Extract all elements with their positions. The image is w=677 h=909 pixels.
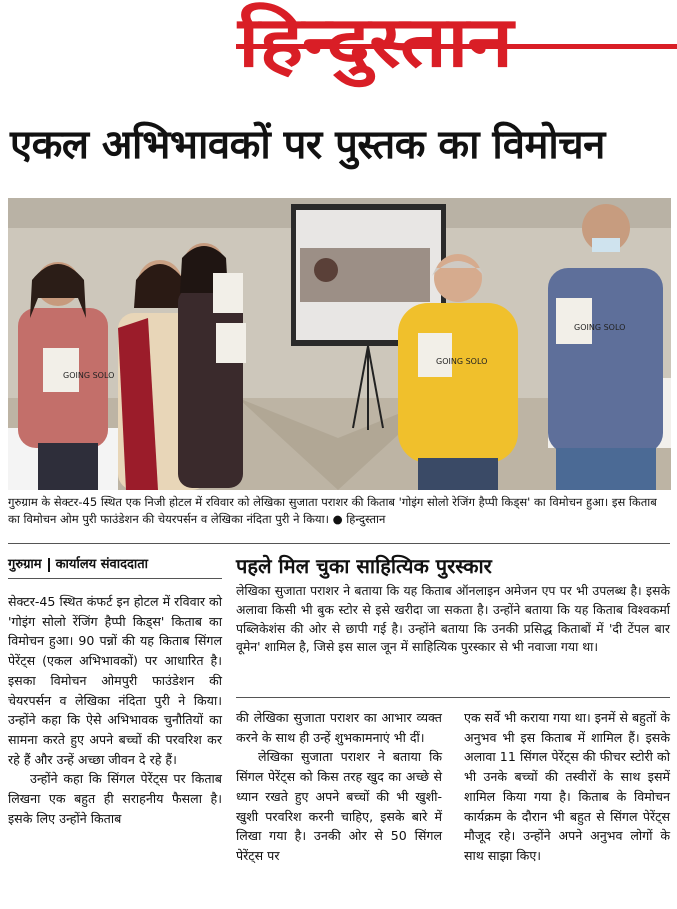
col2-para-1: की लेखिका सुजाता पराशर का आभार व्यक्त करने के साथ ही उन्हें शुभकामनाएं भी दीं। [236, 710, 442, 745]
article-column-3 [464, 708, 670, 866]
book-label-1: GOING SOLO [63, 371, 115, 380]
byline-desk: कार्यालय संवाददाता [55, 557, 149, 572]
headline: एकल अभिभावकों पर पुस्तक का विमोचन [10, 122, 605, 168]
subheading: पहले मिल चुका साहित्यिक पुरस्कार [236, 554, 492, 578]
photo-caption [8, 494, 670, 528]
divider [8, 543, 670, 544]
news-photo [8, 198, 671, 490]
article-column-2 [236, 708, 442, 866]
col1-para-1: सेक्टर-45 स्थित कंफर्ट इन होटल में रविवार को 'गोइंग सोलो रेंजिंग हैप्पी किड्स' किताब का विमोचन हुआ। 90 पन्नों की यह किताब सिंगल पेरेंट्स (एकल अभिभावकों) पर आधारित है। इसका विमोचन ओमपुरी फाउंडेशन की चेयरपर्सन व लेखिका नंदिता पुरी ने किया। उन्होंने कहा कि ऐसे अभिभावक चुनौतियों का सामना करते हुए अपने बच्चों की परवरिश कर रहे हैं और उन्हें अच्छा जीवन दे रहे हैं। [8, 594, 222, 767]
article-column-1 [8, 592, 222, 828]
caption-credit: ● हिन्दुस्तान [332, 512, 386, 526]
masthead [228, 0, 677, 100]
col3-para-1: एक सर्वे भी कराया गया था। इनमें से बहुतों के अनुभव भी इस किताब में शामिल हैं। इसके अलावा 11 सिंगल पेरेंट्स की फीचर स्टोरी को भी उनके बच्चों की तस्वीरों के साथ इसमें शामिल किया गया है। किताब के विमोचन कार्यक्रम के दौरान भी बहुत से सिंगल पेरेंट्स मौजूद रहे। उन्होंने अपने अनुभव लोगों के साथ साझा किए। [464, 710, 670, 863]
byline [8, 554, 148, 572]
divider [8, 578, 222, 579]
masthead-title: हिन्दुस्तान [238, 1, 513, 83]
col1-para-2: उन्होंने कहा कि सिंगल पेरेंट्स पर किताब लिखना एक बहुत ही सराहनीय फैसला है। इसके लिए उन्होंने किताब [8, 771, 222, 826]
divider [236, 697, 670, 698]
col2-para-2: लेखिका सुजाता पराशर ने बताया कि सिंगल पेरेंट्स को किस तरह खुद का अच्छे से ध्यान रखते हुए अपने बच्चों की भी खुशी-खुशी परवरिश करनी चाहिए, इसके बारे में लिखा गया है। उनकी ओर से 50 सिंगल पेरेंट्स पर [236, 749, 442, 863]
boxed-article [236, 582, 670, 657]
boxed-para: लेखिका सुजाता पराशर ने बताया कि यह किताब ऑनलाइन अमेजन एप पर भी उपलब्ध है। इसके अलावा किसी भी बुक स्टोर से इसे खरीदा जा सकता है। उन्होंने बताया कि यह किताब विश्वकर्मा पब्लिकेशंस की ओर से छापी गई है। उन्होंने बताया कि उनकी प्रसिद्ध किताबों में 'दी टेंपल बार वूमेन' शामिल है, जिसे इस साल जून में साहित्यिक पुरस्कार से भी नवाजा गया था। [236, 583, 670, 655]
byline-separator [48, 558, 50, 572]
byline-place: गुरुग्राम [8, 557, 42, 572]
photo-scene [8, 198, 671, 490]
caption-text: गुरुग्राम के सेक्टर-45 स्थित एक निजी होटल में रविवार को लेखिका सुजाता पराशर की किताब 'गोइंग सोलो रेजिंग हैप्पी किड्स' का विमोचन हुआ। इस किताब का विमोचन ओम पुरी फाउंडेशन की चेयरपर्सन व लेखिका नंदिता पुरी ने किया। [8, 495, 657, 526]
book-label-3: GOING SOLO [574, 323, 626, 332]
book-label-2: GOING SOLO [436, 357, 488, 366]
